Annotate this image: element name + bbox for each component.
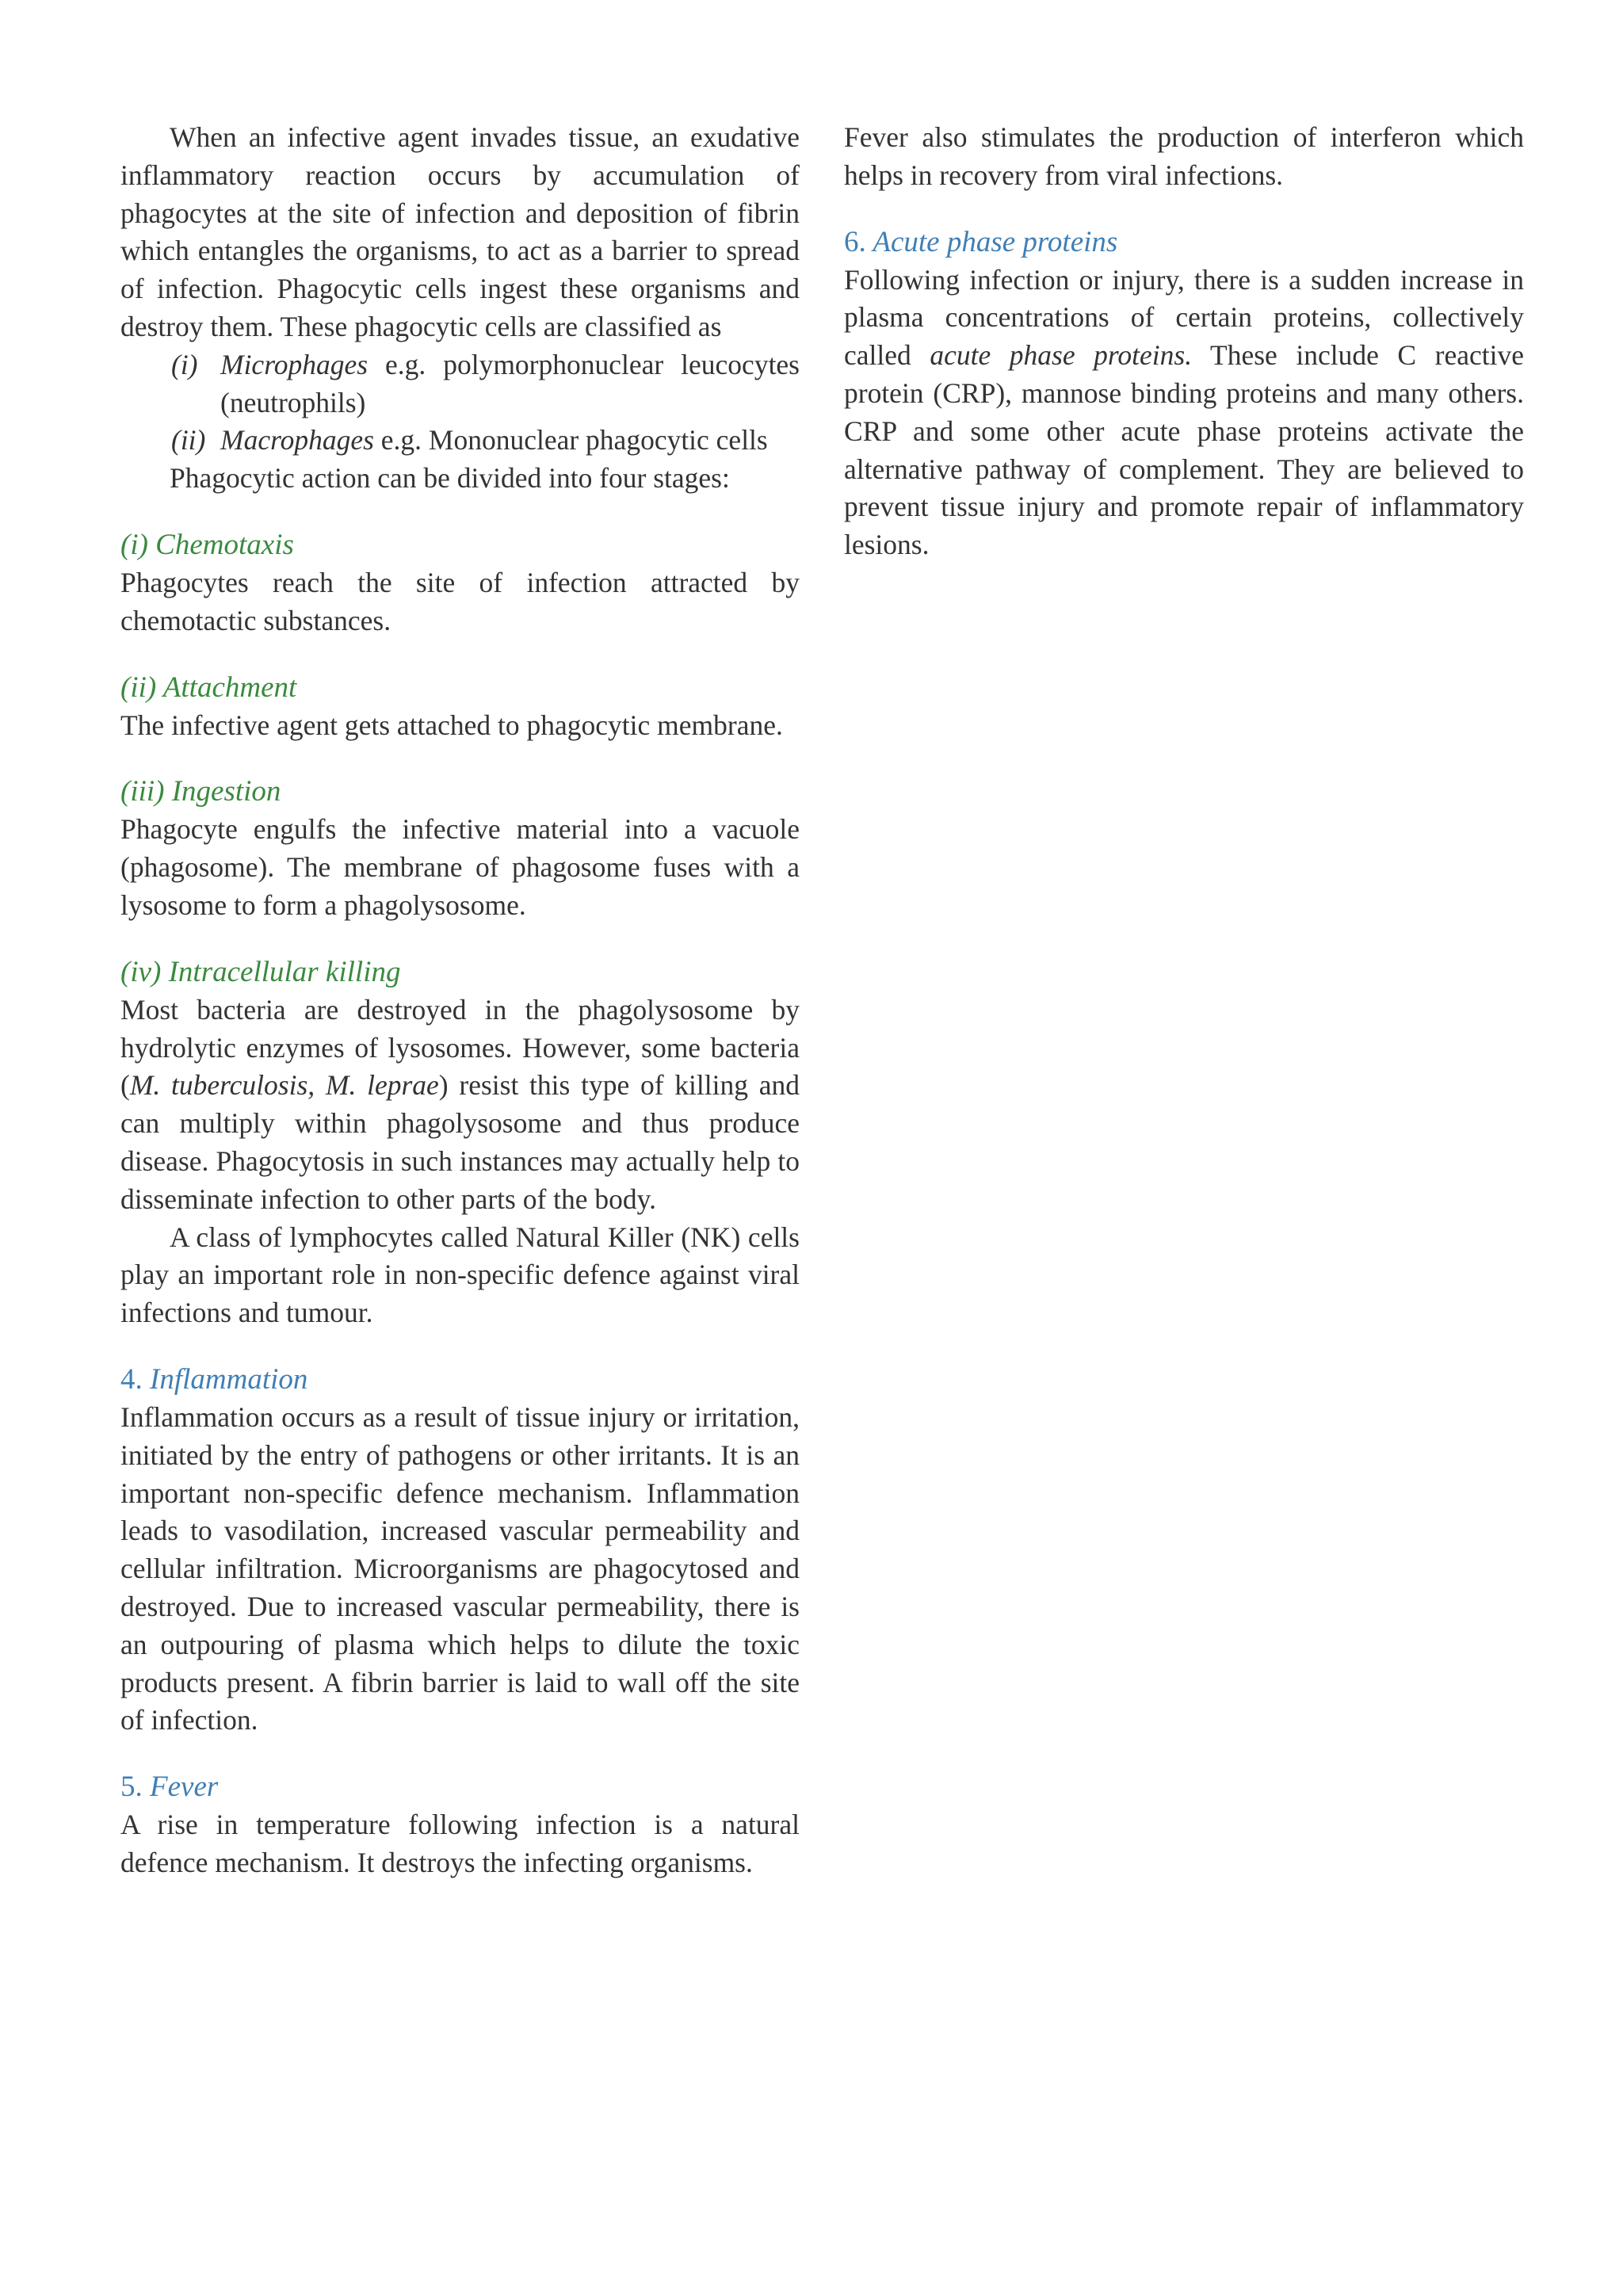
section-text-inflammation: Inflammation occurs as a result of tissue injury or irritation, initiated by the entry of pathogens or other irritants. It is an important non-specific defence mechanism. Inflammation leads to vasodilation, increased vascular permeability and cellular infiltration. Microorganisms are phagocytosed and destroyed. Due to increased vascular permeability, there is an outpouring of plasma which helps to dilute the toxic products present. A fibrin barrier is laid to wall off the site of infection. [120, 1400, 800, 1736]
section-text-fever: A rise in temperature following infection is a natural defence mechanism. It destroys the infecting organisms. [120, 1809, 800, 1878]
list-term: Macrophages [220, 424, 374, 457]
right-column [844, 119, 1524, 564]
section-text-attachment: The infective agent gets attached to phagocytic membrane. [120, 709, 783, 741]
list-item [171, 422, 800, 460]
section-heading-inflammation: 4. Inflammation [120, 1362, 308, 1396]
species-name: M. leprae [325, 1069, 439, 1102]
list-text: e.g. Mononuclear phagocytic cells [373, 424, 768, 457]
section-heading-ingestion: (iii) Ingestion [120, 775, 281, 808]
section-heading-fever: 5. Fever [120, 1771, 219, 1804]
list-item [171, 346, 800, 422]
section-heading-acute-phase-proteins: 6. Acute phase proteins [844, 225, 1118, 258]
left-column [120, 119, 800, 1882]
list-term: Microphages [220, 348, 369, 380]
phagocyte-classification-list [120, 346, 800, 460]
section-text-chemotaxis: Phagocytes reach the site of infection attracted by chemotactic substances. [120, 566, 800, 636]
species-name: M. tuberculosis, [129, 1069, 315, 1102]
list-marker: (i) [171, 348, 198, 380]
section-heading-intracellular-killing: (iv) Intracellular killing [120, 955, 401, 988]
nk-cells-paragraph: A class of lymphocytes called Natural Killer (NK) cells play an important role in non-specific defence against viral infections and tumour. [120, 1221, 800, 1329]
intro-paragraph: When an infective agent invades tissue, an exudative inflammatory reaction occurs by accumulation of phagocytes at the site of infection and deposition of fibrin which entangles the organisms, to act as a barrier to spread of infection. Phagocytic cells ingest these organisms and destroy them. These phagocytic cells are classified as [120, 121, 800, 342]
section-text-acute-phase-proteins: Following infection or injury, there is a sudden increase in plasma concentrations of certain proteins, collectively called acute phase proteins. These include C reactive protein (CRP), mannose binding proteins and many others. CRP and some other acute phase proteins activate the alternative pathway of complement. They are believed to prevent tissue injury and promote repair of inflammatory lesions. [844, 263, 1524, 561]
stages-intro: Phagocytic action can be divided into four stages: [170, 462, 730, 495]
section-heading-attachment: (ii) Attachment [120, 670, 297, 704]
list-text: e.g. polymorphonuclear leucocytes (neutrophils) [220, 348, 800, 418]
section-text-intracellular-killing: Most bacteria are destroyed in the phagolysosome by hydrolytic enzymes of lysosomes. However, some bacteria (M. tuberculosis, M. leprae) resist this type of killing and can multiply within phagolysosome and thus produce disease. Phagocytosis in such instances may actually help to disseminate infection to other parts of the body. [120, 993, 800, 1215]
section-text-ingestion: Phagocyte engulfs the infective material into a vacuole (phagosome). The membrane of phagosome fuses with a lysosome to form a phagolysosome. [120, 813, 800, 921]
section-heading-chemotaxis: (i) Chemotaxis [120, 528, 294, 561]
fever-continued-paragraph: Fever also stimulates the production of interferon which helps in recovery from viral infections. [844, 121, 1524, 191]
key-term: acute phase proteins. [930, 339, 1193, 372]
list-marker: (ii) [171, 424, 206, 457]
